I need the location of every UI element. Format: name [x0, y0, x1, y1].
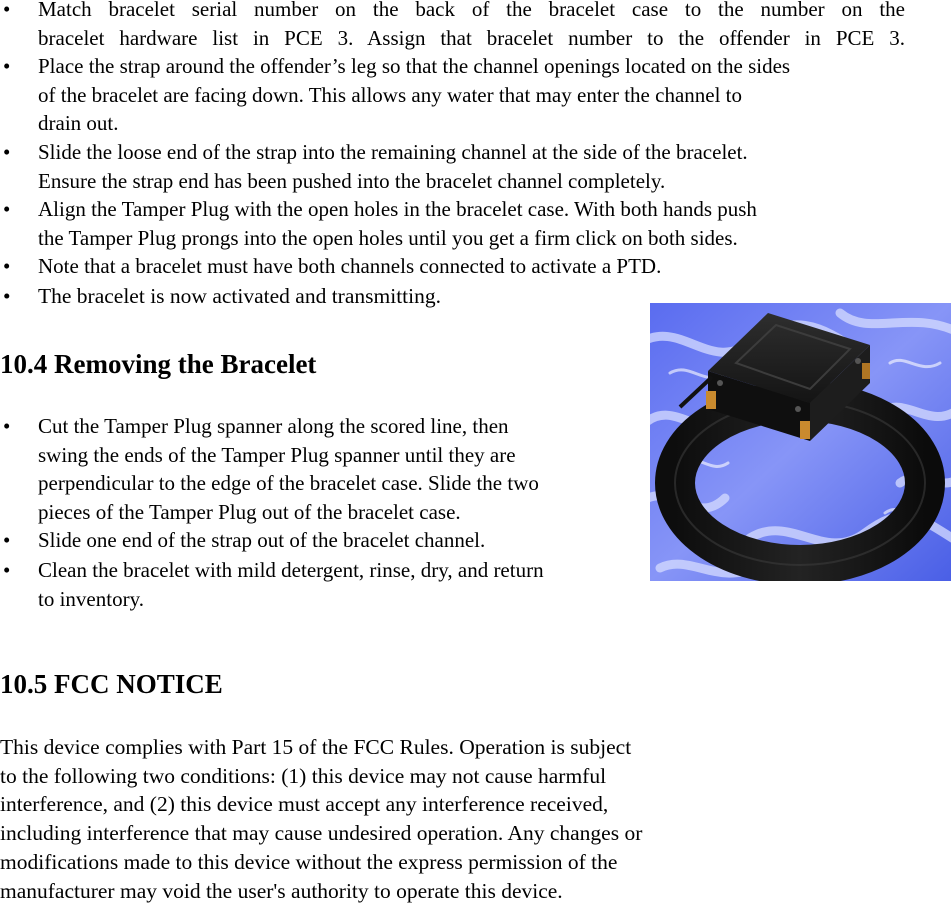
list-item [0, 526, 620, 555]
step-line: Place the strap around the offender’s leg so that the channel openings located on the sides [38, 54, 791, 79]
bullet-icon: • [3, 254, 11, 279]
step-line: The bracelet is now activated and transmitting. [38, 283, 441, 308]
step-line: Note that a bracelet must have both channels connected to activate a PTD. [38, 254, 662, 279]
bullet-icon: • [3, 557, 11, 582]
step-line: pieces of the Tamper Plug out of the bracelet case. [38, 499, 461, 524]
list-item [0, 195, 905, 252]
fcc-line: modifications made to this device without the express permission of the [0, 849, 618, 874]
bullet-icon: • [3, 528, 11, 553]
bullet-icon: • [3, 283, 11, 308]
ankle-bracelet-photo-icon [650, 303, 951, 581]
step-line: bracelet hardware list in PCE 3. Assign that bracelet number to the offender in PCE 3. [38, 25, 905, 50]
bullet-icon: • [3, 139, 11, 164]
step-line: Align the Tamper Plug with the open holes in the bracelet case. With both hands push [38, 197, 757, 222]
step-line: to inventory. [38, 586, 144, 611]
step-line: the Tamper Plug prongs into the open holes until you get a firm click on both sides. [38, 225, 738, 250]
bullet-icon: • [3, 0, 11, 21]
step-line: Cut the Tamper Plug spanner along the scored line, then [38, 414, 509, 438]
bullet-icon: • [3, 197, 11, 222]
remove-steps-list [0, 412, 620, 613]
bullet-icon: • [3, 54, 11, 79]
list-item [0, 252, 905, 281]
step-line: drain out. [38, 111, 119, 136]
bullet-icon: • [3, 414, 11, 438]
attach-steps-list [0, 0, 905, 311]
step-line: Ensure the strap end has been pushed into the bracelet channel completely. [38, 168, 666, 193]
section-heading-fcc: 10.5 FCC NOTICE [0, 669, 223, 699]
section-heading-removing: 10.4 Removing the Bracelet [0, 349, 317, 379]
fcc-line: manufacturer may void the user's authority to operate this device. [0, 878, 563, 903]
fcc-line: This device complies with Part 15 of the FCC Rules. Operation is subject [0, 735, 632, 759]
list-item [0, 412, 620, 526]
step-line: Slide one end of the strap out of the bracelet channel. [38, 528, 486, 553]
step-line: swing the ends of the Tamper Plug spanner until they are [38, 442, 516, 467]
fcc-line: to the following two conditions: (1) this device may not cause harmful [0, 763, 607, 788]
list-item [0, 556, 620, 613]
list-item [0, 138, 905, 195]
list-item [0, 0, 905, 52]
fcc-line: including interference that may cause undesired operation. Any changes or [0, 821, 643, 846]
list-item [0, 52, 905, 138]
step-line: of the bracelet are facing down. This allows any water that may enter the channel to [38, 82, 743, 107]
fcc-line: interference, and (2) this device must accept any interference received, [0, 792, 609, 817]
step-line: Slide the loose end of the strap into the remaining channel at the side of the bracelet. [38, 139, 748, 164]
step-line: Match bracelet serial number on the back of the bracelet case to the number on the [38, 0, 905, 21]
step-line: Clean the bracelet with mild detergent, rinse, dry, and return [38, 557, 544, 582]
fcc-notice-text [0, 733, 760, 905]
step-line: perpendicular to the edge of the bracelet case. Slide the two [38, 471, 539, 496]
